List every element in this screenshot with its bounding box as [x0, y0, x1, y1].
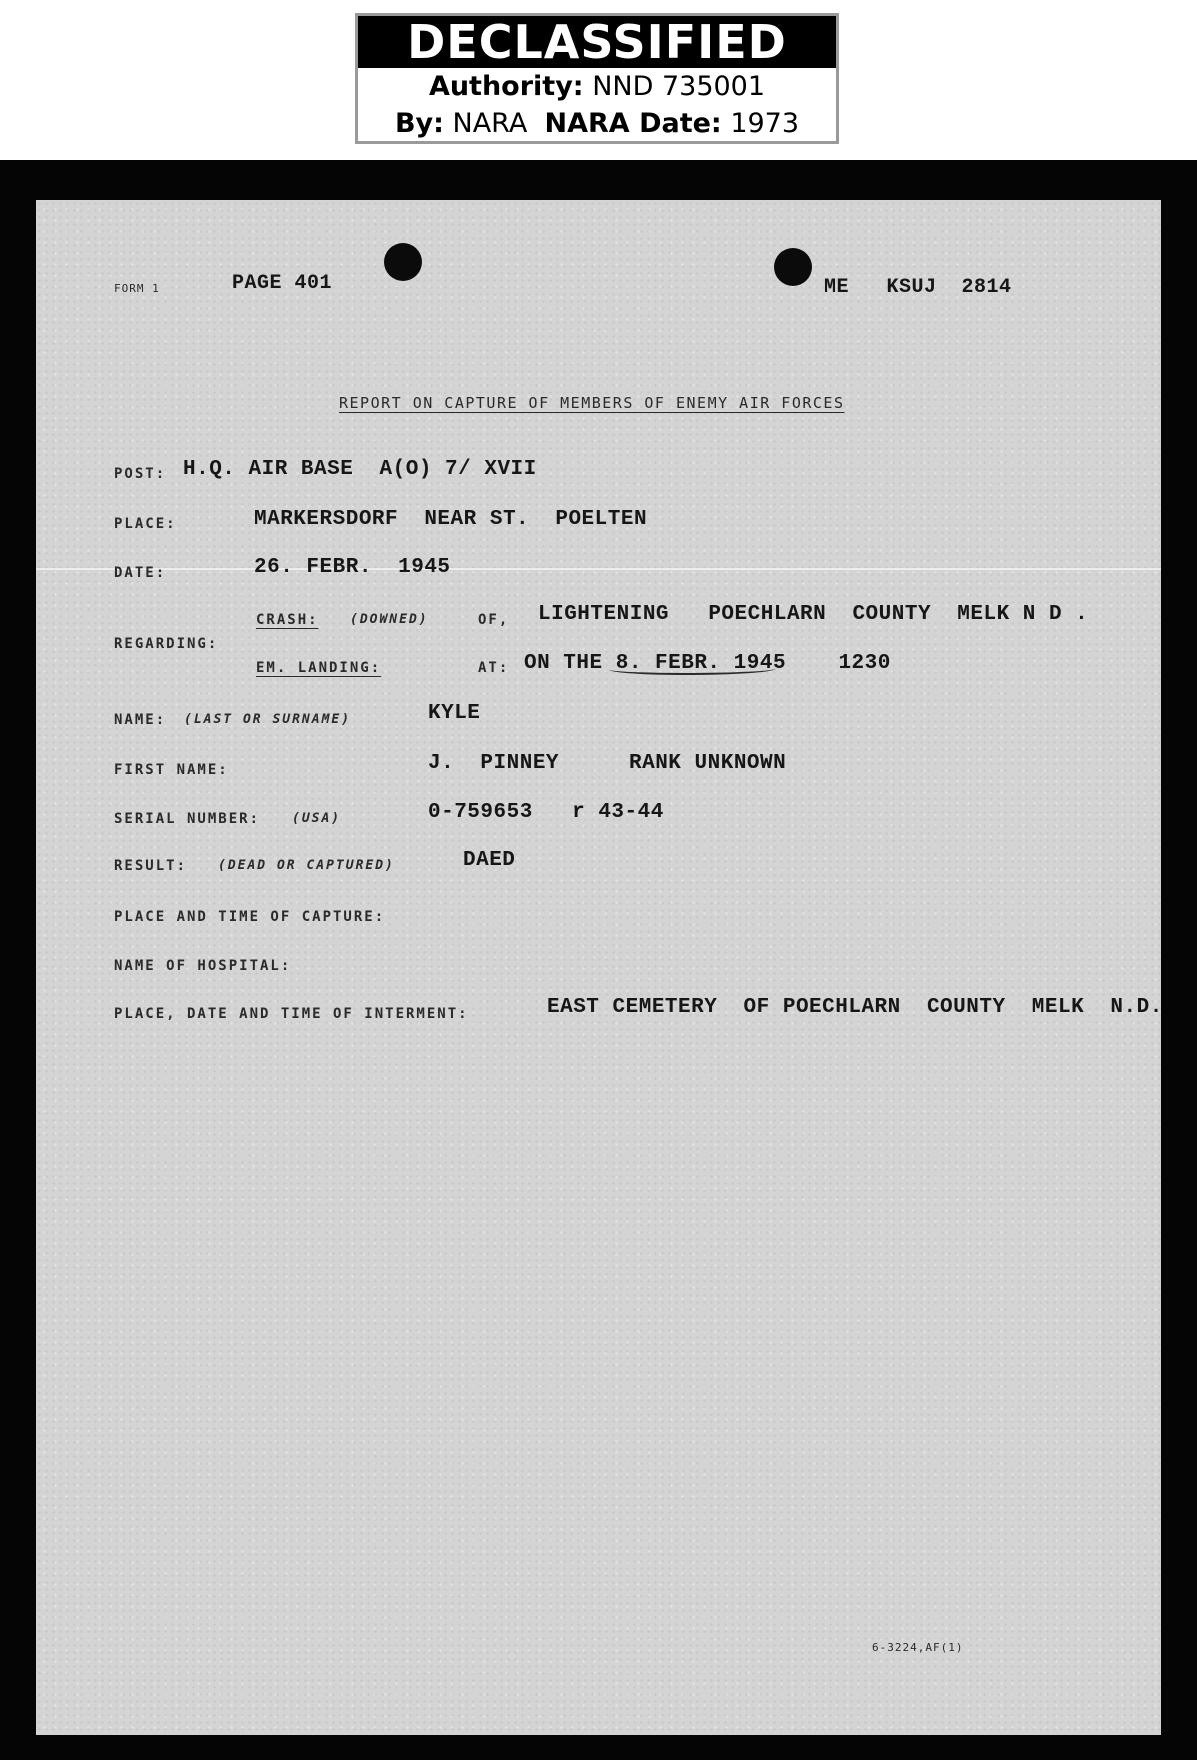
stamp-title: DECLASSIFIED: [358, 16, 836, 68]
form-footer-code: 6-3224,AF(1): [872, 1641, 964, 1654]
of-label: OF,: [478, 612, 510, 628]
at-label: AT:: [478, 660, 510, 676]
punch-hole-left: [384, 243, 422, 281]
at-value: ON THE 8. FEBR. 1945 1230: [524, 652, 891, 675]
stamp-by-value: NARA: [452, 108, 528, 139]
capture-label: PLACE AND TIME OF CAPTURE:: [114, 909, 386, 925]
of-value: LIGHTENING POECHLARN COUNTY MELK N D .: [538, 603, 1089, 626]
rank-value: RANK UNKNOWN: [629, 752, 787, 775]
place-label: PLACE:: [114, 516, 177, 532]
stamp-authority-label: Authority:: [428, 71, 584, 102]
fold-line: [36, 568, 1161, 570]
interment-value: EAST CEMETERY OF POECHLARN COUNTY MELK N.D.: [547, 996, 1163, 1019]
stamp-authority-value: NND 735001: [592, 71, 766, 102]
landing-label: EM. LANDING:: [256, 660, 382, 676]
stamp-authority: [358, 68, 836, 105]
declassified-stamp: [355, 13, 839, 144]
name-note: (LAST OR SURNAME): [184, 712, 352, 727]
punch-hole-right: [774, 248, 812, 286]
place-value: MARKERSDORF NEAR ST. POELTEN: [254, 508, 648, 531]
serial-value: 0-759653 r 43-44: [428, 801, 664, 824]
crash-note: (DOWNED): [350, 612, 429, 627]
serial-label: SERIAL NUMBER:: [114, 811, 261, 827]
stamp-date-label: NARA Date:: [544, 108, 722, 139]
hospital-label: NAME OF HOSPITAL:: [114, 958, 292, 974]
first-name-value: J. PINNEY: [428, 752, 560, 775]
date-value: 26. FEBR. 1945: [254, 556, 451, 579]
post-label: POST:: [114, 466, 167, 482]
name-label: NAME:: [114, 712, 167, 728]
reference-code: ME KSUJ 2814: [824, 276, 1012, 299]
post-value: H.Q. AIR BASE A(O) 7/ XVII: [183, 458, 537, 481]
result-value: DAED: [463, 849, 516, 872]
paper-sheet: [36, 200, 1161, 1735]
stamp-by-label: By:: [394, 108, 444, 139]
stamp-by-date: [358, 105, 836, 142]
result-note: (DEAD OR CAPTURED): [218, 858, 395, 873]
report-title: REPORT ON CAPTURE OF MEMBERS OF ENEMY AIR FORCES: [339, 394, 845, 412]
page-number: PAGE 401: [232, 272, 333, 295]
serial-note: (USA): [292, 811, 342, 826]
date-label: DATE:: [114, 565, 167, 581]
stamp-date-value: 1973: [730, 108, 800, 139]
form-number: FORM 1: [114, 282, 160, 295]
name-value: KYLE: [428, 702, 481, 725]
scanned-document: [0, 160, 1197, 1760]
crash-label: CRASH:: [256, 612, 319, 628]
interment-label: PLACE, DATE AND TIME OF INTERMENT:: [114, 1006, 469, 1022]
regarding-label: REGARDING:: [114, 636, 219, 652]
first-name-label: FIRST NAME:: [114, 762, 229, 778]
result-label: RESULT:: [114, 858, 188, 874]
